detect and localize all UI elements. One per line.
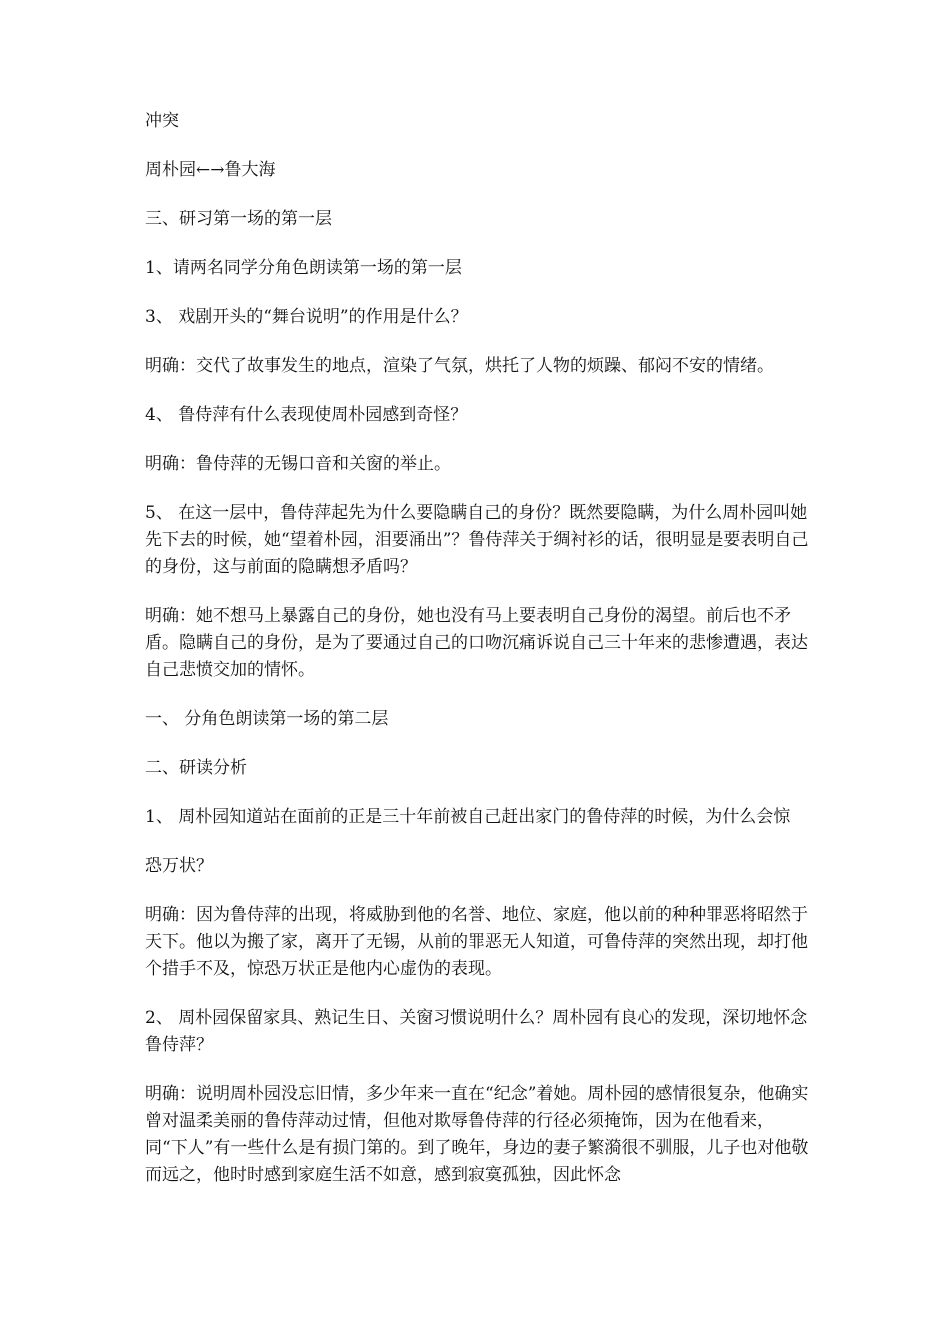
document-body [145,108,815,1211]
question-4: 4、 鲁侍萍有什么表现使周朴园感到奇怪？ [145,405,468,425]
answer-4: 明确：鲁侍萍的无锡口音和关窗的举止。 [145,454,451,474]
paragraph-conflict: 冲突 [145,111,179,131]
analysis-answer-1: 明确：因为鲁侍萍的出现，将威胁到他的名誉、地位、家庭，他以前的种种罪恶将昭然于天下。他以为搬了家，离开了无锡，从前的罪恶无人知道，可鲁侍萍的突然出现，却打他个措手不及，惊恐万状正是他内心虚伪的表现。 [145,905,808,979]
answer-5: 明确：她不想马上暴露自己的身份，她也没有马上要表明自己身份的渴望。前后也不矛盾。隐瞒自己的身份，是为了要通过自己的口吻沉痛诉说自己三十年来的悲惨遭遇，表达自己悲愤交加的情怀。 [145,606,808,680]
answer-3: 明确：交代了故事发生的地点，渲染了气氛，烘托了人物的烦躁、郁闷不安的情绪。 [145,356,774,376]
section-heading-1: 一、 分角色朗读第一场的第二层 [145,709,389,729]
analysis-answer-2: 明确：说明周朴园没忘旧情，多少年来一直在“纪念”着她。周朴园的感情很复杂，他确实曾对温柔美丽的鲁侍萍动过情，但他对欺辱鲁侍萍的行径必须掩饰，因为在他看来，同“下人”有一些什么是有损门第的。到了晚年，身边的妻子繁漪很不驯服，儿子也对他敬而远之，他时时感到家庭生活不如意，感到寂寞孤独，因此怀念 [145,1084,809,1185]
analysis-question-1-cont: 恐万状？ [145,856,213,876]
section-heading-2: 二、研读分析 [145,758,247,778]
analysis-question-1: 1、 周朴园知道站在面前的正是三十年前被自己赶出家门的鲁侍萍的时候，为什么会惊 [145,807,791,827]
question-5: 5、 在这一层中，鲁侍萍起先为什么要隐瞒自己的身份？既然要隐瞒，为什么周朴园叫她先下去的时候，她“望着朴园，泪要涌出”？鲁侍萍关于绸衬衫的话，很明显是要表明自己的身份，这与前面的隐瞒想矛盾吗？ [145,503,809,577]
paragraph-relation: 周朴园←→鲁大海 [145,160,276,180]
question-3: 3、 戏剧开头的“舞台说明”的作用是什么？ [145,307,468,327]
analysis-question-2: 2、 周朴园保留家具、熟记生日、关窗习惯说明什么？周朴园有良心的发现，深切地怀念鲁侍萍？ [145,1008,808,1055]
section-heading-3: 三、研习第一场的第一层 [145,209,332,229]
question-1: 1、请两名同学分角色朗读第一场的第一层 [145,258,462,278]
